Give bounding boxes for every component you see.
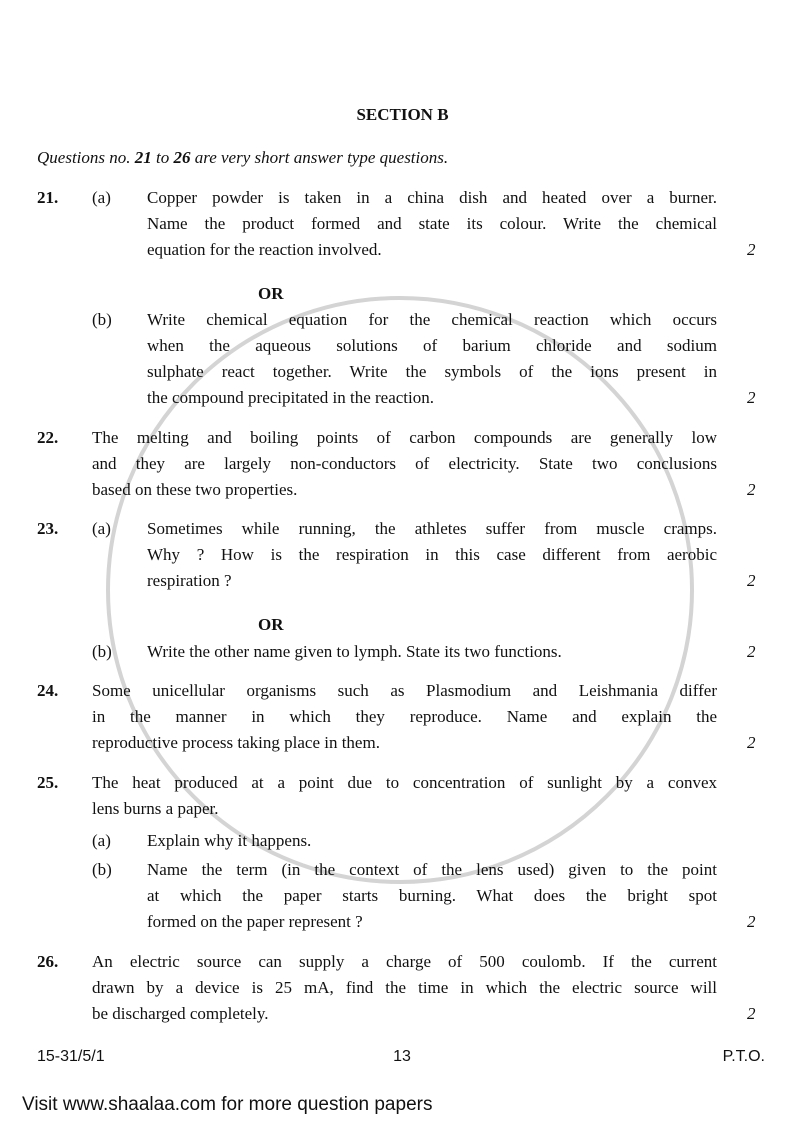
question-line: Write the other name given to lymph. State its two functions.: [147, 642, 562, 661]
intro-text: [37, 148, 448, 168]
question-line: in the manner in which they reproduce. Name and explain the: [92, 707, 717, 726]
intro-start-number: 21: [134, 148, 152, 167]
marks: 2: [747, 571, 756, 590]
intro-mid: to: [151, 148, 174, 167]
section-title: SECTION B: [356, 105, 449, 124]
part-label: (b): [92, 860, 112, 879]
part-label: (a): [92, 188, 111, 207]
question-line: Copper powder is taken in a china dish and heated over a burner.: [147, 188, 717, 207]
question-line: Write chemical equation for the chemical reaction which occurs: [147, 310, 717, 329]
question-line: formed on the paper represent ?: [147, 912, 363, 931]
question-line: Sometimes while running, the athletes suffer from muscle cramps.: [147, 519, 717, 538]
question-line: reproductive process taking place in them.: [92, 733, 380, 752]
question-line: The melting and boiling points of carbon compounds are generally low: [92, 428, 717, 447]
question-number: 22.: [37, 428, 59, 447]
marks: 2: [747, 912, 756, 931]
part-label: (a): [92, 519, 111, 538]
marks: 2: [747, 240, 756, 259]
question-line: An electric source can supply a charge of 500 coulomb. If the current: [92, 952, 717, 971]
or-label: OR: [258, 615, 284, 634]
question-number: 26.: [37, 952, 59, 971]
question-line: equation for the reaction involved.: [147, 240, 382, 259]
marks: 2: [747, 642, 756, 661]
intro-pre: Questions no.: [37, 148, 135, 167]
question-line: respiration ?: [147, 571, 232, 590]
paper-code: 15-31/5/1: [37, 1048, 105, 1065]
question-line: drawn by a device is 25 mA, find the time in which the electric source will: [92, 978, 717, 997]
marks: 2: [747, 388, 756, 407]
question-number: 25.: [37, 773, 59, 792]
intro-end-number: 26: [173, 148, 191, 167]
question-line: when the aqueous solutions of barium chloride and sodium: [147, 336, 717, 355]
question-line: the compound precipitated in the reaction.: [147, 388, 435, 407]
question-line: based on these two properties.: [92, 480, 298, 499]
or-label: OR: [258, 284, 284, 303]
pto-label: P.T.O.: [722, 1048, 765, 1065]
part-label: (a): [92, 831, 111, 850]
page-number: 13: [393, 1048, 411, 1065]
question-number: 23.: [37, 519, 59, 538]
question-line: be discharged completely.: [92, 1004, 269, 1023]
part-label: (b): [92, 642, 112, 661]
question-line: Name the product formed and state its colour. Write the chemical: [147, 214, 717, 233]
question-number: 24.: [37, 681, 59, 700]
question-line: The heat produced at a point due to concentration of sunlight by a convex: [92, 773, 717, 792]
intro-post: are very short answer type questions.: [190, 148, 449, 167]
question-line: and they are largely non-conductors of electricity. State two conclusions: [92, 454, 717, 473]
question-line: lens burns a paper.: [92, 799, 219, 818]
question-line: Some unicellular organisms such as Plasmodium and Leishmania differ: [92, 681, 717, 700]
marks: 2: [747, 480, 756, 499]
question-line: Why ? How is the respiration in this case different from aerobic: [147, 545, 717, 564]
marks: 2: [747, 733, 756, 752]
question-line: Name the term (in the context of the lens used) given to the point: [147, 860, 717, 879]
visit-link[interactable]: Visit www.shaalaa.com for more question papers: [22, 1094, 433, 1115]
question-line: sulphate react together. Write the symbols of the ions present in: [147, 362, 717, 381]
question-number: 21.: [37, 188, 59, 207]
question-line: at which the paper starts burning. What does the bright spot: [147, 886, 717, 905]
part-label: (b): [92, 310, 112, 329]
question-line: Explain why it happens.: [147, 831, 312, 850]
marks: 2: [747, 1004, 756, 1023]
